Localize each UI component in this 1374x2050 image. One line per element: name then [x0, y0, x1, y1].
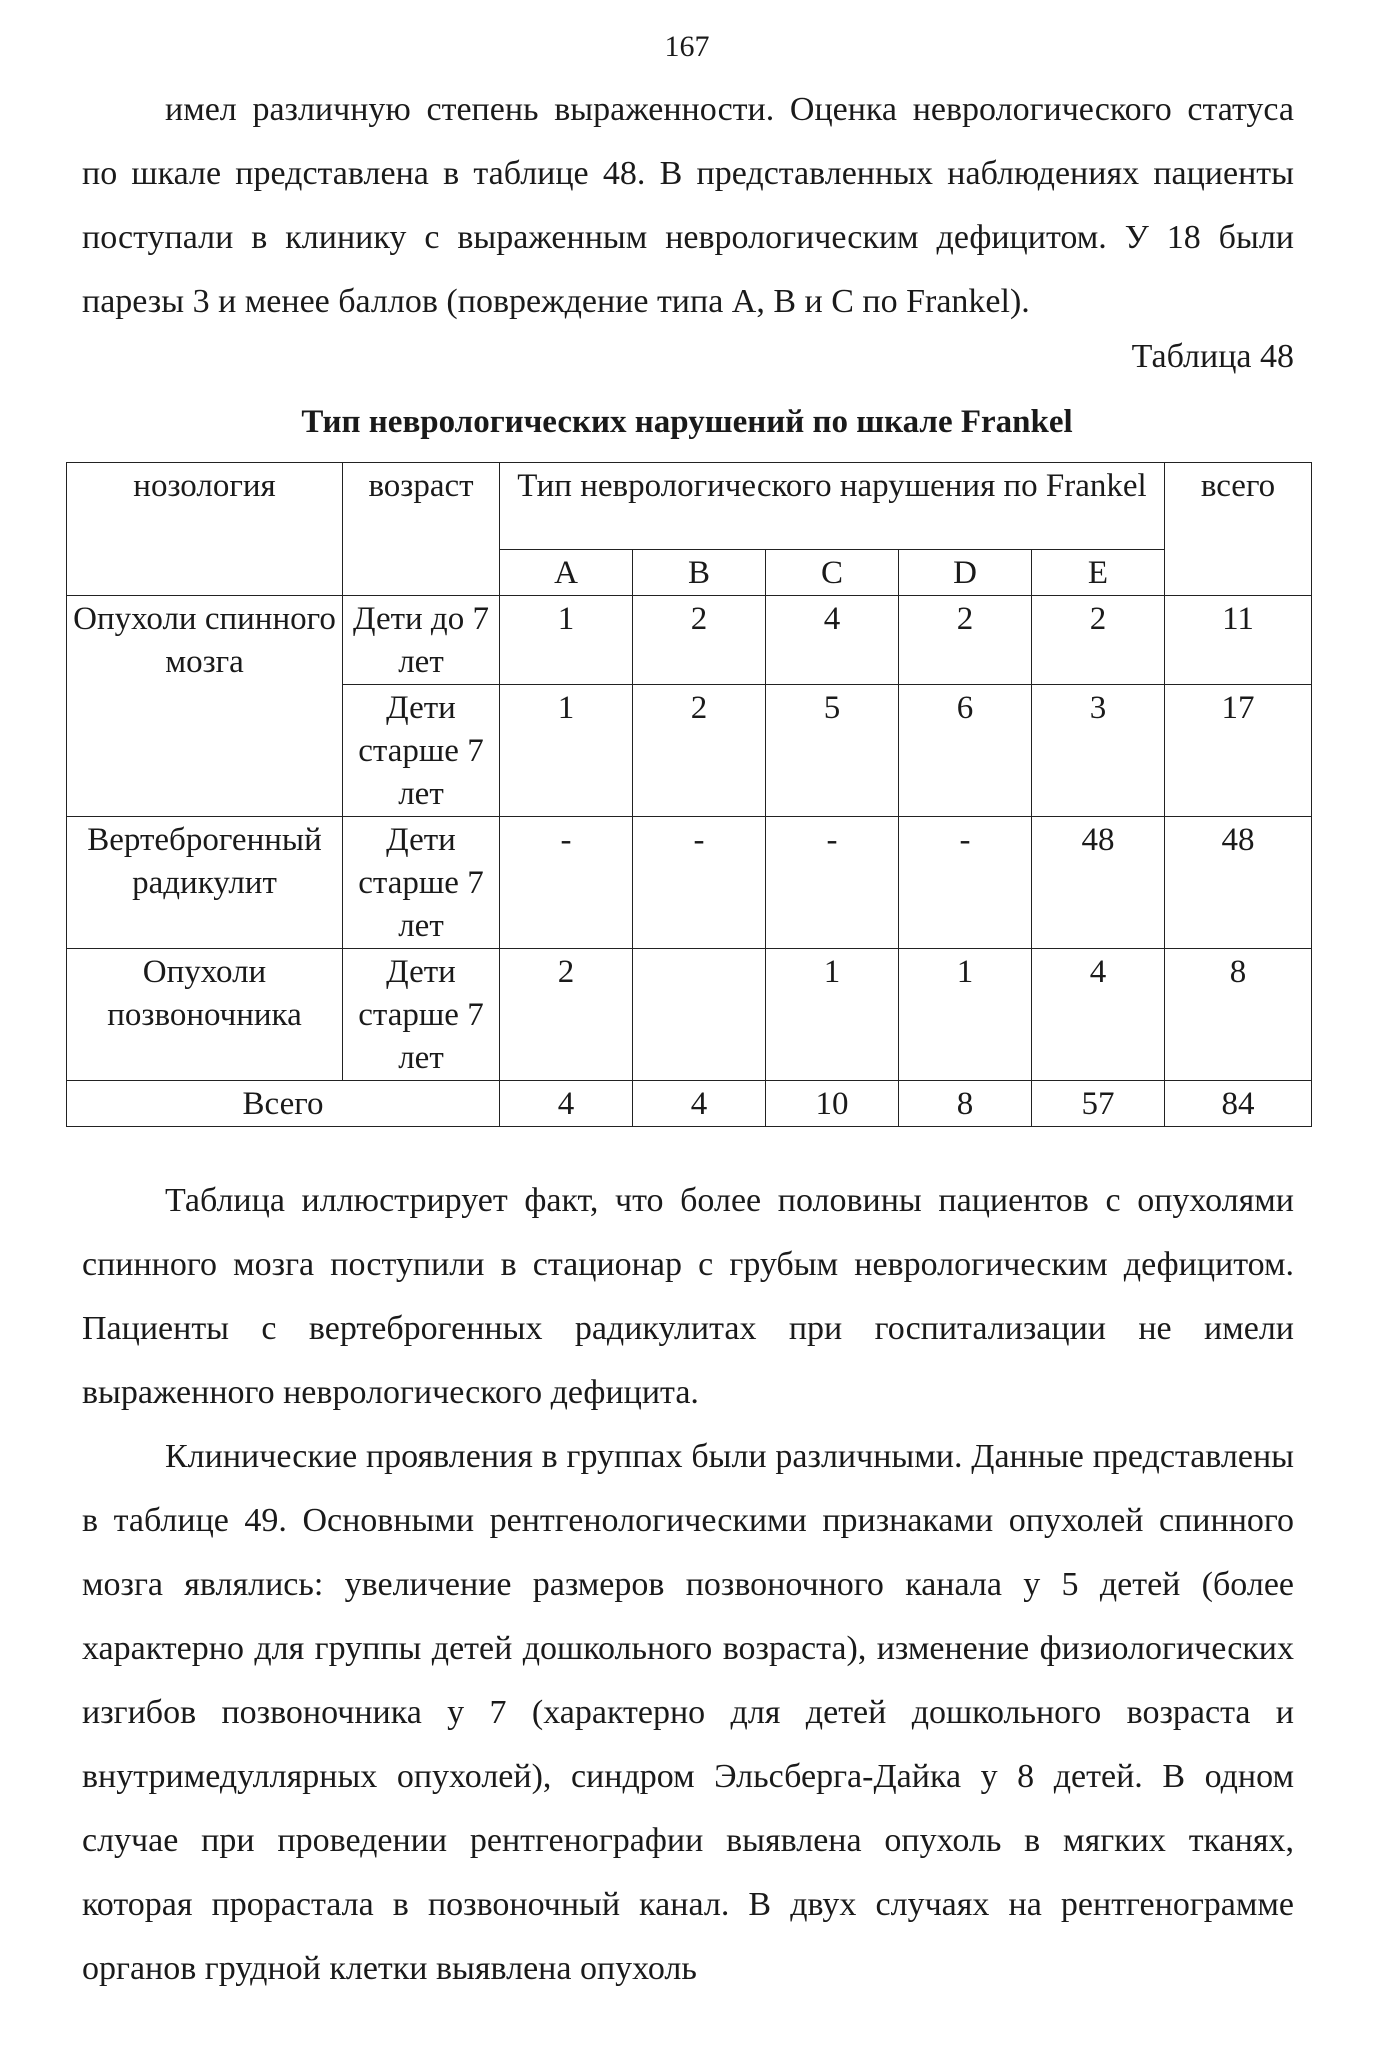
- cell-d: 1: [899, 949, 1032, 1081]
- footer-e: 57: [1032, 1081, 1165, 1127]
- frankel-table: [66, 462, 1312, 1127]
- footer-total: 84: [1165, 1081, 1312, 1127]
- header-type-d: D: [899, 550, 1032, 596]
- intro-paragraph-text: имел различную степень выраженности. Оценка неврологического статуса по шкале представлена в таблице 48. В представленных наблюдениях пациенты поступали в клинику с выраженным неврологическим дефицитом. У 18 были парезы 3 и менее баллов (повреждение типа А, В и С по Frankel).: [82, 91, 1294, 320]
- footer-d: 8: [899, 1081, 1032, 1127]
- row-total: 17: [1165, 685, 1312, 817]
- footer-label: Всего: [67, 1081, 500, 1127]
- footer-c: 10: [766, 1081, 899, 1127]
- row-nosology: Вертеброгенный радикулит: [67, 817, 343, 949]
- intro-paragraph: [82, 78, 1294, 334]
- row-total: 8: [1165, 949, 1312, 1081]
- cell-c: 1: [766, 949, 899, 1081]
- header-nosology: нозология: [67, 463, 343, 596]
- cell-e: 4: [1032, 949, 1165, 1081]
- cell-b: 2: [633, 685, 766, 817]
- footer-row: [67, 1081, 1312, 1127]
- cell-b: -: [633, 817, 766, 949]
- cell-a: 1: [500, 596, 633, 685]
- header-frankel-type: Тип неврологического нарушения по Frankel: [500, 463, 1165, 550]
- cell-c: 5: [766, 685, 899, 817]
- table-row: [67, 817, 1312, 949]
- header-total: всего: [1165, 463, 1312, 596]
- table-caption: Таблица 48: [1131, 338, 1294, 375]
- header-type-a: A: [500, 550, 633, 596]
- footer-a: 4: [500, 1081, 633, 1127]
- row-age: Дети старше 7 лет: [343, 817, 500, 949]
- row-nosology: Опухоли позвоночника: [67, 949, 343, 1081]
- cell-a: 2: [500, 949, 633, 1081]
- cell-b: 2: [633, 596, 766, 685]
- footer-b: 4: [633, 1081, 766, 1127]
- paragraph-3-text: Клинические проявления в группах были различными. Данные представлены в таблице 49. Основными рентгенологическими признаками опухолей спинного мозга являлись: увеличение размеров позвоночного канала у 5 детей (более характерно для группы детей дошкольного возраста), изменение физиологических изгибов позвоночника у 7 (характерно для детей дошкольного возраста и внутримедуллярных опухолей), синдром Эльсберга-Дайка у 8 детей. В одном случае при проведении рентгенографии выявлена опухоль в мягких тканях, которая прорастала в позвоночный канал. В двух случаях на рентгенограмме органов грудной клетки выявлена опухоль: [82, 1438, 1294, 1987]
- header-type-e: E: [1032, 550, 1165, 596]
- cell-a: 1: [500, 685, 633, 817]
- header-type-b: B: [633, 550, 766, 596]
- cell-d: 6: [899, 685, 1032, 817]
- table-row: [67, 949, 1312, 1081]
- page-number: 167: [664, 30, 710, 63]
- paragraph-3: [82, 1425, 1294, 2001]
- table-row: [67, 596, 1312, 685]
- row-age: Дети до 7 лет: [343, 596, 500, 685]
- cell-e: 3: [1032, 685, 1165, 817]
- row-nosology: Опухоли спинного мозга: [67, 596, 343, 817]
- cell-a: -: [500, 817, 633, 949]
- cell-e: 2: [1032, 596, 1165, 685]
- table-title: Тип неврологических нарушений по шкале Frankel: [301, 404, 1073, 440]
- paragraph-2-text: Таблица иллюстрирует факт, что более половины пациентов с опухолями спинного мозга поступили в стационар с грубым неврологическим дефицитом. Пациенты с вертеброгенных радикулитах при госпитализации не имели выраженного неврологического дефицита.: [82, 1182, 1294, 1411]
- row-total: 11: [1165, 596, 1312, 685]
- cell-d: 2: [899, 596, 1032, 685]
- cell-d: -: [899, 817, 1032, 949]
- cell-e: 48: [1032, 817, 1165, 949]
- row-total: 48: [1165, 817, 1312, 949]
- header-row: [67, 463, 1312, 550]
- cell-c: 4: [766, 596, 899, 685]
- cell-c: -: [766, 817, 899, 949]
- paragraph-2: [82, 1169, 1294, 1425]
- row-age: Дети старше 7 лет: [343, 685, 500, 817]
- header-age: возраст: [343, 463, 500, 596]
- row-age: Дети старше 7 лет: [343, 949, 500, 1081]
- cell-b: [633, 949, 766, 1081]
- header-type-c: C: [766, 550, 899, 596]
